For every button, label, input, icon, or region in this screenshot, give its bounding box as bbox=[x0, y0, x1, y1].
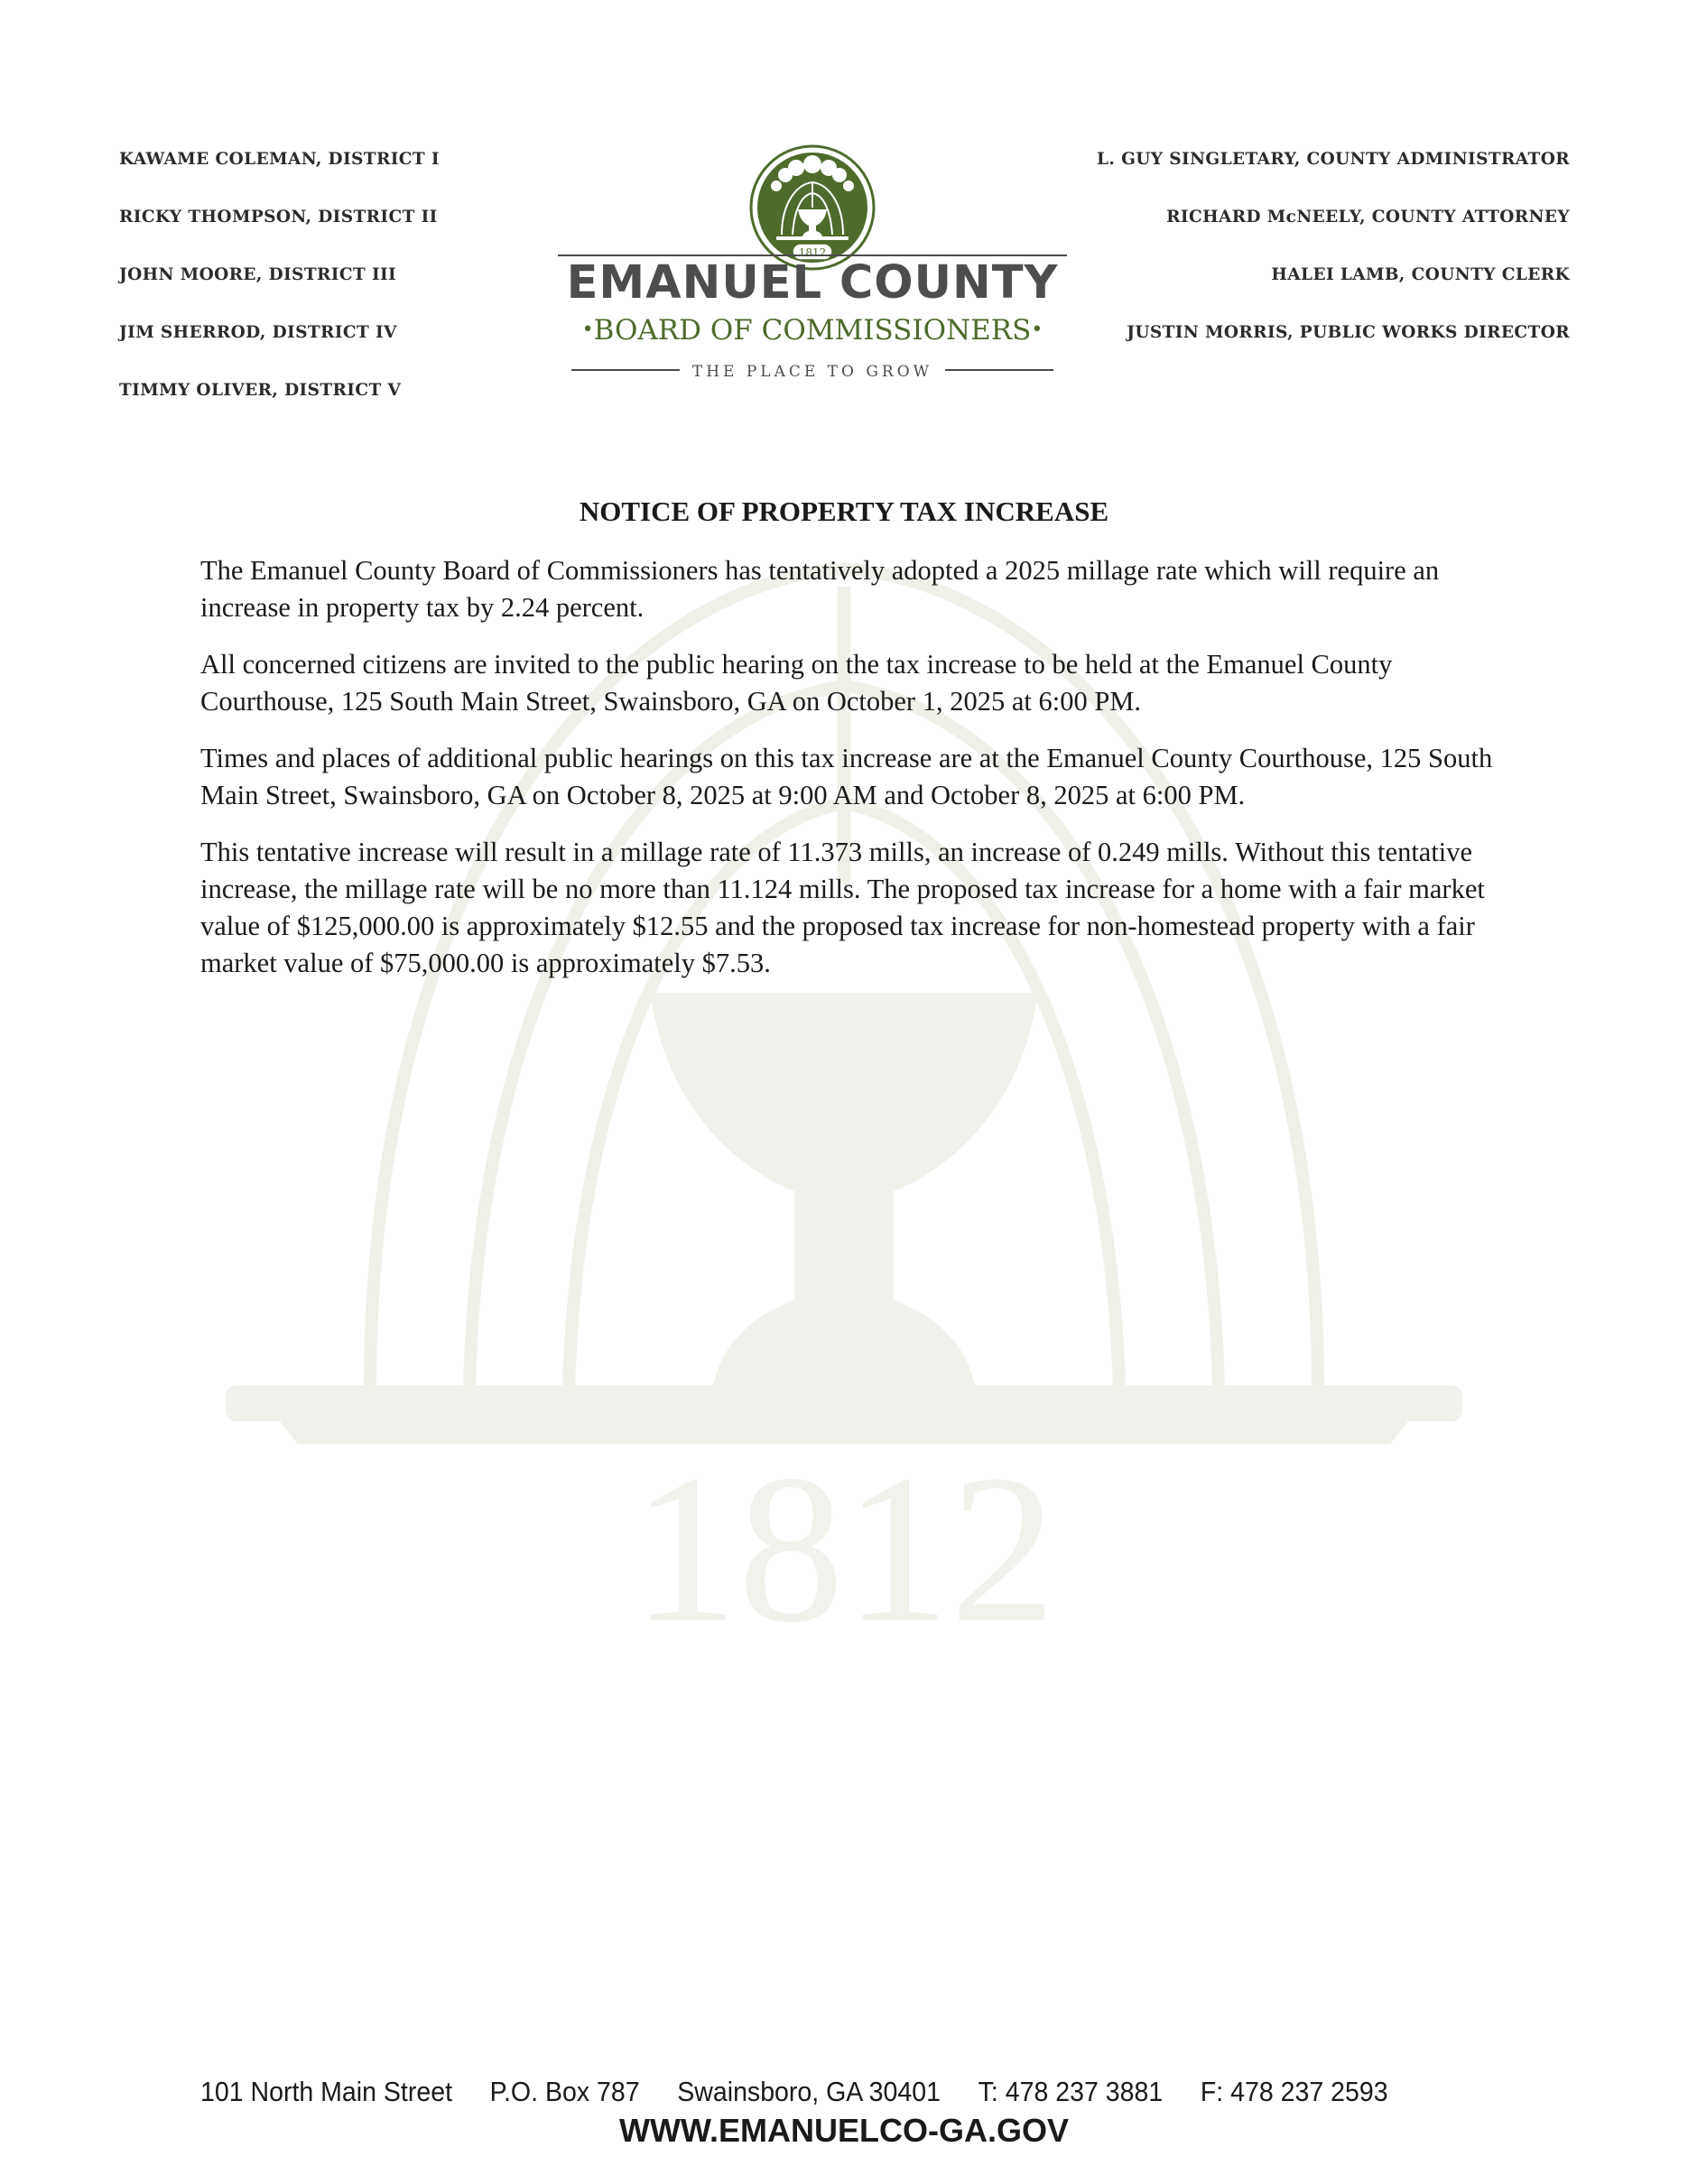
county-name: EMANUEL COUNTY bbox=[566, 256, 1059, 310]
footer-fax: F: 478 237 2593 bbox=[1200, 2076, 1388, 2107]
board-name bbox=[552, 314, 1072, 347]
commissioner-district-1: KAWAME COLEMAN, DISTRICT I bbox=[119, 150, 440, 169]
watermark-year: 1812 bbox=[632, 1431, 1056, 1666]
footer-contact bbox=[200, 2076, 1388, 2108]
footer-website: WWW.EMANUELCO-GA.GOV bbox=[619, 2112, 1069, 2149]
notice-paragraph-millage: This tentative increase will result in a millage rate of 11.373 mills, an increase of 0.249 mills. Without this tentative increase, the millage rate will be no more than 11.124 mills. The proposed tax increase for a home with a fair market value of $125,000.00 is approximately $12.55 and the proposed tax increase for non-homestead property with a fair market value of $75,000.00 is approximately $7.53. bbox=[200, 837, 1485, 978]
public-works-director: JUSTIN MORRIS, PUBLIC WORKS DIRECTOR bbox=[1127, 323, 1570, 342]
notice-title: NOTICE OF PROPERTY TAX INCREASE bbox=[579, 495, 1109, 527]
footer-city: Swainsboro, GA 30401 bbox=[677, 2076, 941, 2107]
tagline-text: THE PLACE TO GROW bbox=[691, 363, 933, 381]
commissioner-district-5: TIMMY OLIVER, DISTRICT V bbox=[119, 381, 402, 400]
commissioner-district-4: JIM SHERROD, DISTRICT IV bbox=[119, 323, 397, 342]
notice-paragraph-hearing: All concerned citizens are invited to the public hearing on the tax increase to be held at the Emanuel County Courthouse, 125 South Main Street, Swainsboro, GA on October 1, 2025 at 6:00 PM. bbox=[200, 649, 1393, 717]
commissioner-district-3: JOHN MOORE, DISTRICT III bbox=[119, 265, 397, 284]
footer-address: 101 North Main Street bbox=[200, 2076, 453, 2107]
tagline-rule-left bbox=[571, 369, 680, 371]
tagline-rule-right bbox=[945, 369, 1053, 371]
county-administrator: L. GUY SINGLETARY, COUNTY ADMINISTRATOR bbox=[1096, 150, 1570, 169]
bullet-icon: • bbox=[581, 319, 594, 341]
county-seal-icon bbox=[749, 144, 876, 271]
county-logo bbox=[552, 144, 1072, 379]
county-clerk: HALEI LAMB, COUNTY CLERK bbox=[1271, 265, 1570, 284]
tagline bbox=[552, 363, 1072, 381]
footer-po-box: P.O. Box 787 bbox=[489, 2076, 640, 2107]
seal-year: 1812 bbox=[798, 246, 827, 259]
commissioner-district-2: RICKY THOMPSON, DISTRICT II bbox=[119, 208, 438, 227]
notice-body bbox=[200, 552, 1500, 1002]
bullet-icon: • bbox=[1031, 319, 1043, 341]
notice-paragraph-additional-hearings: Times and places of additional public hearings on this tax increase are at the Emanuel County Courthouse, 125 South Main Street, Swainsboro, GA on October 8, 2025 at 9:00 AM and October 8, 2025 at 6:00 PM. bbox=[200, 743, 1493, 810]
county-attorney: RICHARD McNEELY, COUNTY ATTORNEY bbox=[1166, 208, 1570, 227]
notice-paragraph-adoption: The Emanuel County Board of Commissioners has tentatively adopted a 2025 millage rate which will require an increase in property tax by 2.24 percent. bbox=[200, 555, 1440, 623]
commissioners-list bbox=[119, 149, 440, 438]
board-name-text: BOARD OF COMMISSIONERS bbox=[593, 314, 1032, 347]
staff-list bbox=[1097, 149, 1570, 380]
footer-phone: T: 478 237 3881 bbox=[978, 2076, 1164, 2107]
